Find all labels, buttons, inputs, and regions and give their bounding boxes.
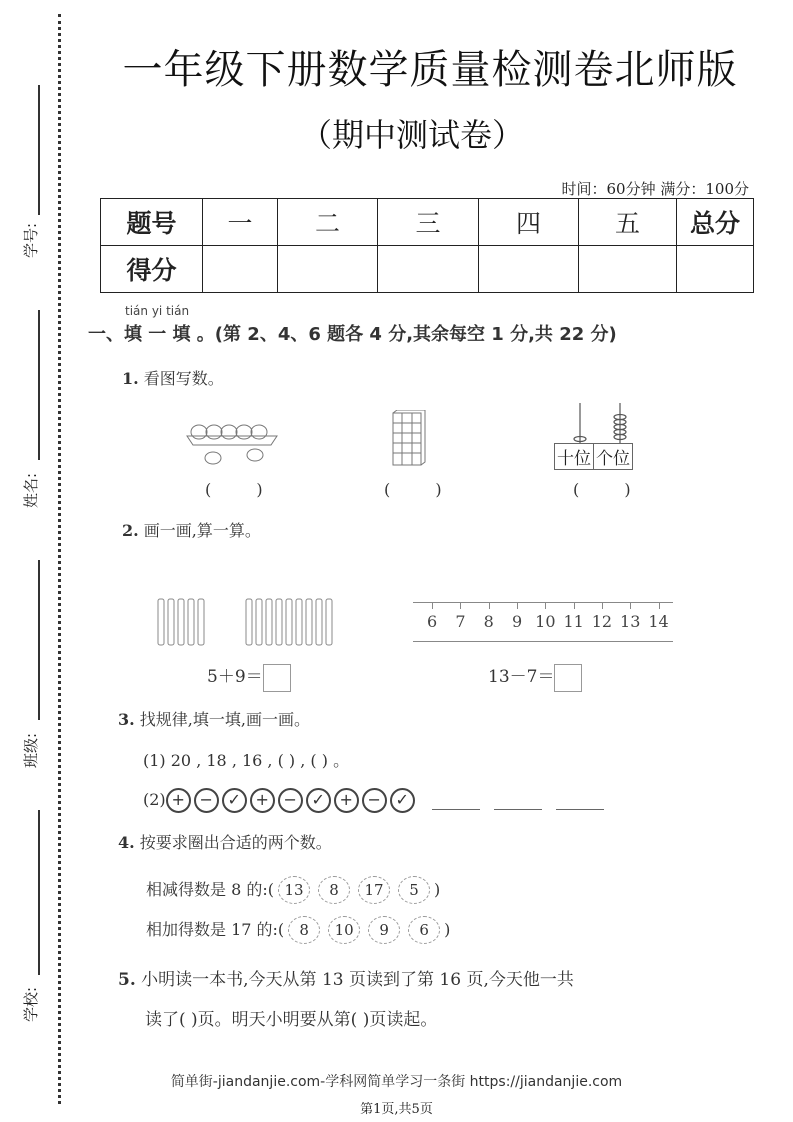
page-number: 第1页,共5页 [360, 1102, 433, 1117]
number-line-tick: 9 [503, 602, 531, 631]
q5-number: 5. [118, 970, 136, 990]
score-header: 一 [203, 199, 278, 246]
name-write-line [38, 310, 40, 460]
plus-circle-icon: + [334, 788, 359, 813]
number-choice[interactable]: 8 [288, 916, 320, 944]
q3-title [118, 707, 310, 730]
student-id-label: 学号: [22, 222, 40, 258]
abacus-icon [565, 403, 645, 445]
tens-label: 十位 [555, 444, 594, 469]
q3-part2-label: (2) [143, 790, 166, 809]
score-header: 二 [278, 199, 378, 246]
drawing-blank[interactable] [494, 791, 542, 810]
q1-number: 1. [122, 369, 139, 388]
number-choice[interactable]: 8 [318, 876, 350, 904]
score-row-label: 得分 [101, 246, 203, 293]
answer-blank[interactable]: ( ) [205, 480, 283, 499]
stick [178, 599, 184, 645]
score-header: 五 [579, 199, 677, 246]
stick [306, 599, 312, 645]
q4-prompt: 相减得数是 8 的:( [146, 880, 274, 899]
ones-label: 个位 [596, 449, 630, 469]
answer-blank[interactable]: ( ) [573, 480, 651, 499]
number-line-tick: 12 [588, 602, 616, 631]
stick [246, 599, 252, 645]
check-circle-icon: ✓ [222, 788, 247, 813]
q2-text: 画一画,算一算。 [143, 521, 261, 540]
stick [286, 599, 292, 645]
cube-block-icon [392, 410, 428, 466]
number-choice[interactable]: 13 [278, 876, 310, 904]
number-line-base [413, 641, 673, 642]
stick [266, 599, 272, 645]
minus-circle-icon: − [194, 788, 219, 813]
number-line-tick: 7 [446, 602, 474, 631]
school-label: 学校: [22, 986, 40, 1022]
number-line-tick: 13 [616, 602, 644, 631]
exam-meta: 时间：60分钟 满分：100分 [561, 180, 749, 198]
score-cell[interactable] [278, 246, 378, 293]
q4-text: 按要求圈出合适的两个数。 [139, 833, 332, 852]
q5-line2: 读了( )页。明天小明要从第( )页读起。 [145, 1010, 438, 1030]
equation-text: 5＋9＝ [207, 667, 263, 687]
number-choice[interactable]: 6 [408, 916, 440, 944]
score-table [100, 198, 754, 293]
plus-circle-icon: + [250, 788, 275, 813]
q2-title [122, 518, 261, 541]
q3-text: 找规律,填一填,画一画。 [139, 710, 310, 729]
abacus-place-labels [554, 443, 633, 470]
q5-line1 [118, 965, 574, 990]
stick [256, 599, 262, 645]
name-label: 姓名: [22, 472, 40, 508]
q2-number: 2. [122, 521, 139, 540]
q2-equation-1 [207, 662, 291, 692]
minus-circle-icon: − [278, 788, 303, 813]
answer-box[interactable] [263, 664, 291, 692]
q4-line2 [146, 916, 450, 944]
number-choice[interactable]: 9 [368, 916, 400, 944]
q2-equation-2 [488, 662, 582, 692]
stick [158, 599, 164, 645]
answer-blank[interactable]: ( ) [384, 480, 462, 499]
q4-line1 [146, 876, 440, 904]
stick [276, 599, 282, 645]
stick [326, 599, 332, 645]
close-paren: ) [444, 920, 451, 939]
binding-dotted-line [58, 14, 61, 1104]
stick [188, 599, 194, 645]
number-line-tick: 10 [531, 602, 559, 631]
egg-tray-icon [185, 418, 285, 466]
check-circle-icon: ✓ [306, 788, 331, 813]
stick [198, 599, 204, 645]
page-title: 一年级下册数学质量检测卷北师版 [122, 47, 738, 93]
number-choice[interactable]: 17 [358, 876, 390, 904]
score-cell[interactable] [203, 246, 278, 293]
stick [168, 599, 174, 645]
q5-text: 小明读一本书,今天从第 13 页读到了第 16 页,今天他一共 [141, 970, 574, 990]
score-cell[interactable] [479, 246, 579, 293]
sticks-icon [150, 598, 350, 648]
q4-prompt: 相加得数是 17 的:( [146, 920, 285, 939]
plus-circle-icon: + [166, 788, 191, 813]
score-header: 总分 [677, 199, 754, 246]
score-header: 四 [479, 199, 579, 246]
q4-title [118, 830, 332, 853]
score-cell[interactable] [677, 246, 754, 293]
number-choice[interactable]: 10 [328, 916, 360, 944]
q3-part2 [143, 788, 604, 813]
equation-text: 13－7＝ [488, 667, 555, 687]
minus-circle-icon: − [362, 788, 387, 813]
q3-part1: (1) 20 , 18 , 16 , ( ) , ( ) 。 [143, 751, 350, 770]
check-circle-icon: ✓ [390, 788, 415, 813]
drawing-blank[interactable] [556, 791, 604, 810]
class-write-line [38, 560, 40, 720]
answer-box[interactable] [554, 664, 582, 692]
class-label: 班级: [22, 732, 40, 768]
school-write-line [38, 810, 40, 975]
number-line-labels [418, 602, 673, 631]
number-choice[interactable]: 5 [398, 876, 430, 904]
number-line-tick: 11 [559, 602, 587, 631]
q3-number: 3. [118, 710, 135, 729]
id-write-line [38, 85, 40, 215]
number-line-tick: 14 [644, 602, 672, 631]
q1-text: 看图写数。 [143, 369, 224, 388]
score-header: 三 [378, 199, 479, 246]
close-paren: ) [434, 880, 441, 899]
stick [316, 599, 322, 645]
drawing-blank[interactable] [432, 791, 480, 810]
score-header: 题号 [101, 199, 203, 246]
number-line-tick: 6 [418, 602, 446, 631]
score-cell[interactable] [579, 246, 677, 293]
score-cell[interactable] [378, 246, 479, 293]
page-subtitle: （期中测试卷） [300, 116, 525, 154]
q1-title [122, 366, 224, 389]
q4-number: 4. [118, 833, 135, 852]
section1-pinyin: tián yi tián [125, 304, 190, 318]
section1-heading: 一、填 一 填 。(第 2、4、6 题各 4 分,其余每空 1 分,共 22 分) [88, 324, 617, 345]
number-line-tick: 8 [475, 602, 503, 631]
stick [296, 599, 302, 645]
footer-watermark: 简单街-jiandanjie.com-学科网简单学习一条街 https://jiandanjie.com [170, 1074, 623, 1090]
